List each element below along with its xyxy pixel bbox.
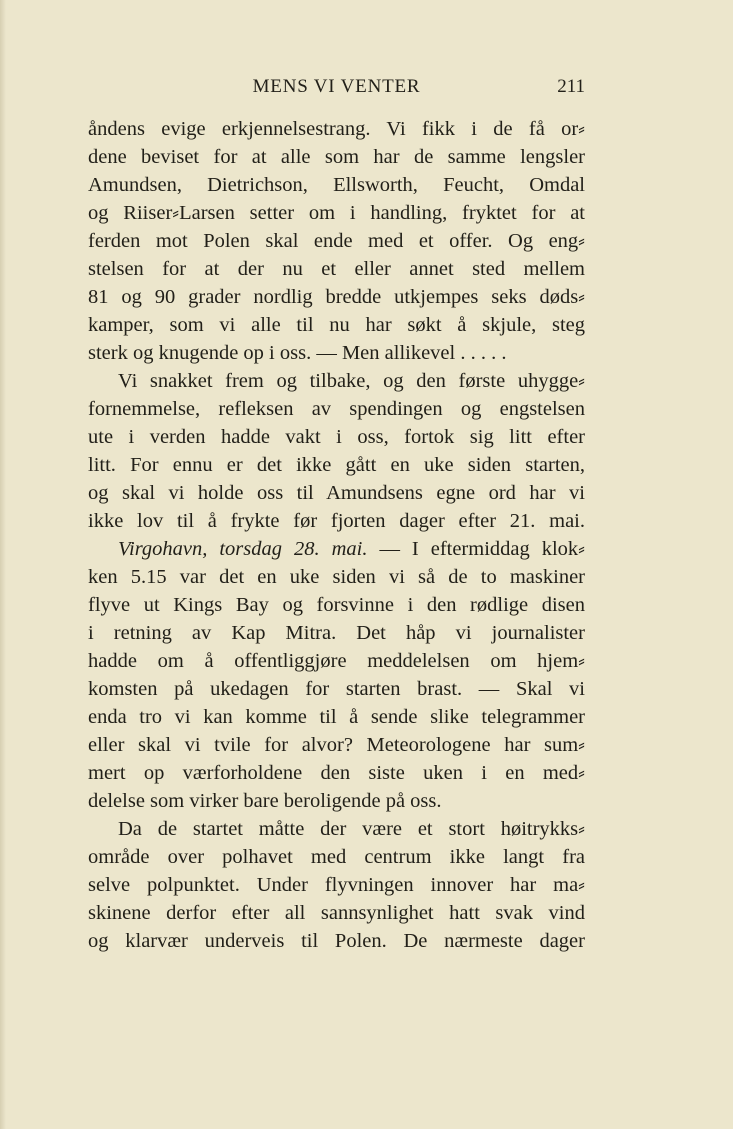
text-line: delelse som virker bare beroligende på oss. (88, 790, 442, 812)
text-line: sterk og knugende op i oss. — Men allikevel . . . . . (88, 342, 507, 364)
text-line: område over polhavet med centrum ikke langt fra (88, 846, 585, 868)
text-line: flyve ut Kings Bay og forsvinne i den rødlige disen (88, 594, 585, 616)
body-text (88, 115, 585, 955)
page-edge (0, 0, 6, 1129)
text-line: ken 5.15 var det en uke siden vi så de to maskiner (88, 566, 585, 588)
text-line: selve polpunktet. Under flyvningen innover har ma⸗ (88, 874, 585, 896)
text-line: ferden mot Polen skal ende med et offer. Og eng⸗ (88, 230, 585, 252)
text-fragment: — I eftermiddag klok⸗ (367, 538, 585, 560)
text-line: fornemmelse, refleksen av spendingen og engstelsen (88, 398, 585, 420)
dateline-paragraph (88, 535, 585, 563)
text-line: ute i verden hadde vakt i oss, fortok sig litt efter (88, 426, 585, 448)
text-line: komsten på ukedagen for starten brast. — Skal vi (88, 678, 585, 700)
text-line: i retning av Kap Mitra. Det håp vi journalister (88, 622, 585, 644)
text-line: stelsen for at der nu et eller annet sted mellem (88, 258, 585, 280)
text-line: eller skal vi tvile for alvor? Meteorologene har sum⸗ (88, 734, 585, 756)
text-line: kamper, som vi alle til nu har søkt å skjule, steg (88, 314, 585, 336)
text-line: skinene derfor efter all sannsynlighet hatt svak vind (88, 902, 585, 924)
text-line: mert op værforholdene den siste uken i en med⸗ (88, 762, 585, 784)
text-line: Vi snakket frem og tilbake, og den første uhygge⸗ (118, 370, 585, 392)
text-line: dene beviset for at alle som har de samme lengsler (88, 146, 585, 168)
running-head (88, 74, 585, 100)
text-line: og skal vi holde oss til Amundsens egne ord har vi (88, 482, 585, 504)
text-line: Da de startet måtte der være et stort høitrykks⸗ (118, 818, 585, 840)
page-number: 211 (557, 76, 585, 97)
text-line: og klarvær underveis til Polen. De nærmeste dager (88, 930, 585, 952)
text-line: enda tro vi kan komme til å sende slike telegrammer (88, 706, 585, 728)
dateline: Virgohavn, torsdag 28. mai. (118, 538, 368, 560)
text-line: ikke lov til å frykte før fjorten dager efter 21. mai. (88, 510, 585, 532)
text-line: litt. For ennu er det ikke gått en uke siden starten, (88, 454, 585, 476)
running-title: MENS VI VENTER (252, 76, 421, 97)
text-line: og Riiser⸗Larsen setter om i handling, fryktet for at (88, 202, 585, 224)
text-line: åndens evige erkjennelsestrang. Vi fikk i de få or⸗ (88, 118, 585, 140)
text-line: 81 og 90 grader nordlig bredde utkjempes seks døds⸗ (88, 286, 585, 308)
text-line: Amundsen, Dietrichson, Ellsworth, Feucht, Omdal (88, 174, 585, 196)
text-line: hadde om å offentliggjøre meddelelsen om hjem⸗ (88, 650, 585, 672)
